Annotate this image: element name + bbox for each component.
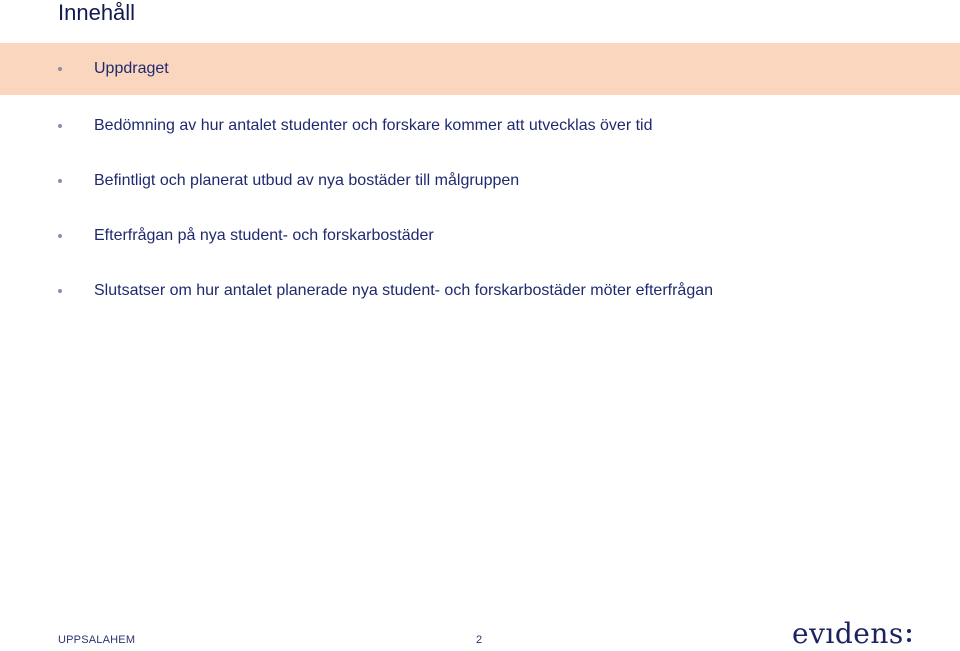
logo-colon-icon — [906, 627, 912, 643]
bullet-icon — [58, 124, 62, 128]
agenda-item-label: Befintligt och planerat utbud av nya bostäder till målgruppen — [94, 171, 520, 189]
evidens-logo — [792, 617, 912, 651]
agenda-item-utbud — [0, 153, 960, 208]
page-title: Innehåll — [58, 0, 136, 25]
page-number: 2 — [476, 634, 483, 646]
agenda-item-label: Uppdraget — [94, 60, 169, 77]
agenda-item-label: Bedömning av hur antalet studenter och forskare kommer att utvecklas över tid — [94, 116, 653, 134]
bullet-icon — [58, 67, 62, 71]
bullet-icon — [58, 234, 62, 238]
footer-client-name: UPPSALAHEM — [58, 634, 136, 646]
bullet-icon — [58, 179, 62, 183]
agenda-item-label: Efterfrågan på nya student- och forskarbostäder — [94, 226, 434, 244]
agenda-item-bedomning — [0, 98, 960, 153]
logo-text: evıdens — [792, 617, 904, 650]
bullet-icon — [58, 289, 62, 293]
agenda-item-label: Slutsatser om hur antalet planerade nya student- och forskarbostäder möter efterfrågan — [94, 281, 714, 299]
agenda-list — [0, 43, 960, 318]
agenda-item-slutsatser — [0, 263, 960, 318]
agenda-item-uppdraget — [0, 43, 960, 95]
agenda-item-efterfragan — [0, 208, 960, 263]
